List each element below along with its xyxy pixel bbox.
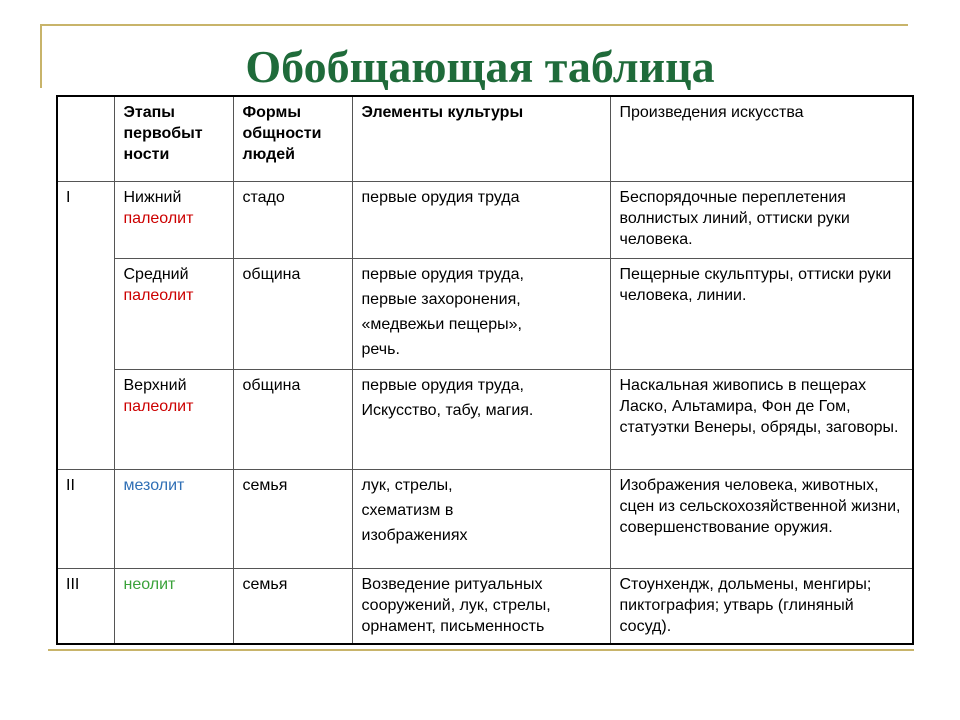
element-item: первые орудия труда, [361, 265, 524, 283]
period-number: III [57, 568, 114, 644]
stage-prefix: Средний [123, 265, 189, 283]
table-row [57, 181, 913, 258]
stage-prefix: Нижний [123, 188, 182, 206]
elements-cell [352, 258, 610, 369]
stage-prefix: Верхний [123, 376, 187, 394]
art-cell: Изображения человека, животных, сцен из сельскохозяйственной жизни, совершенствование оружия. [610, 469, 913, 568]
art-cell: Стоунхендж, дольмены, менгиры; пиктография; утварь (глиняный сосуд). [610, 568, 913, 644]
element-item: «медвежьи пещеры», [361, 315, 522, 333]
summary-table [56, 95, 914, 645]
table-row [57, 469, 913, 568]
stage-cell [114, 369, 233, 469]
form-cell: стадо [233, 181, 352, 258]
header-stages: Этапы первобыт ности [114, 96, 233, 181]
stage-name: палеолит [123, 397, 194, 415]
art-cell: Наскальная живопись в пещерах Ласко, Альтамира, Фон де Гом, статуэтки Венеры, обряды, заговоры. [610, 369, 913, 469]
form-cell: община [233, 369, 352, 469]
element-item: первые орудия труда [361, 188, 520, 206]
element-item: изображениях [361, 526, 468, 544]
elements-cell [352, 469, 610, 568]
element-item: речь. [361, 340, 400, 358]
stage-cell [114, 568, 233, 644]
decor-line-bottom [48, 649, 914, 651]
table-row [57, 258, 913, 369]
table-row [57, 568, 913, 644]
element-item: Искусство, табу, магия. [361, 401, 534, 419]
form-cell: семья [233, 469, 352, 568]
stage-cell [114, 469, 233, 568]
header-forms: Формы общности людей [233, 96, 352, 181]
art-cell: Пещерные скульптуры, оттиски руки человека, линии. [610, 258, 913, 369]
header-elements: Элементы культуры [352, 96, 610, 181]
decor-line-top [42, 24, 908, 26]
elements-cell [352, 181, 610, 258]
stage-name: палеолит [123, 286, 194, 304]
page-title: Обобщающая таблица [245, 41, 715, 92]
table-row [57, 369, 913, 469]
element-item: схематизм в [361, 501, 454, 519]
header-art: Произведения искусства [610, 96, 913, 181]
header-period-cell [57, 96, 114, 181]
stage-cell [114, 258, 233, 369]
stage-name: палеолит [123, 209, 194, 227]
elements-cell [352, 568, 610, 644]
table-header-row [57, 96, 913, 181]
stage-name: неолит [123, 575, 176, 593]
period-number: II [57, 469, 114, 568]
period-number: I [57, 181, 114, 469]
stage-name: мезолит [123, 476, 185, 494]
element-item: первые орудия труда, [361, 376, 524, 394]
element-item: Возведение ритуальных сооружений, лук, стрелы, орнамент, письменность [361, 575, 551, 635]
form-cell: община [233, 258, 352, 369]
elements-cell [352, 369, 610, 469]
element-item: лук, стрелы, [361, 476, 453, 494]
stage-cell [114, 181, 233, 258]
form-cell: семья [233, 568, 352, 644]
element-item: первые захоронения, [361, 290, 521, 308]
art-cell: Беспорядочные переплетения волнистых линий, оттиски руки человека. [610, 181, 913, 258]
